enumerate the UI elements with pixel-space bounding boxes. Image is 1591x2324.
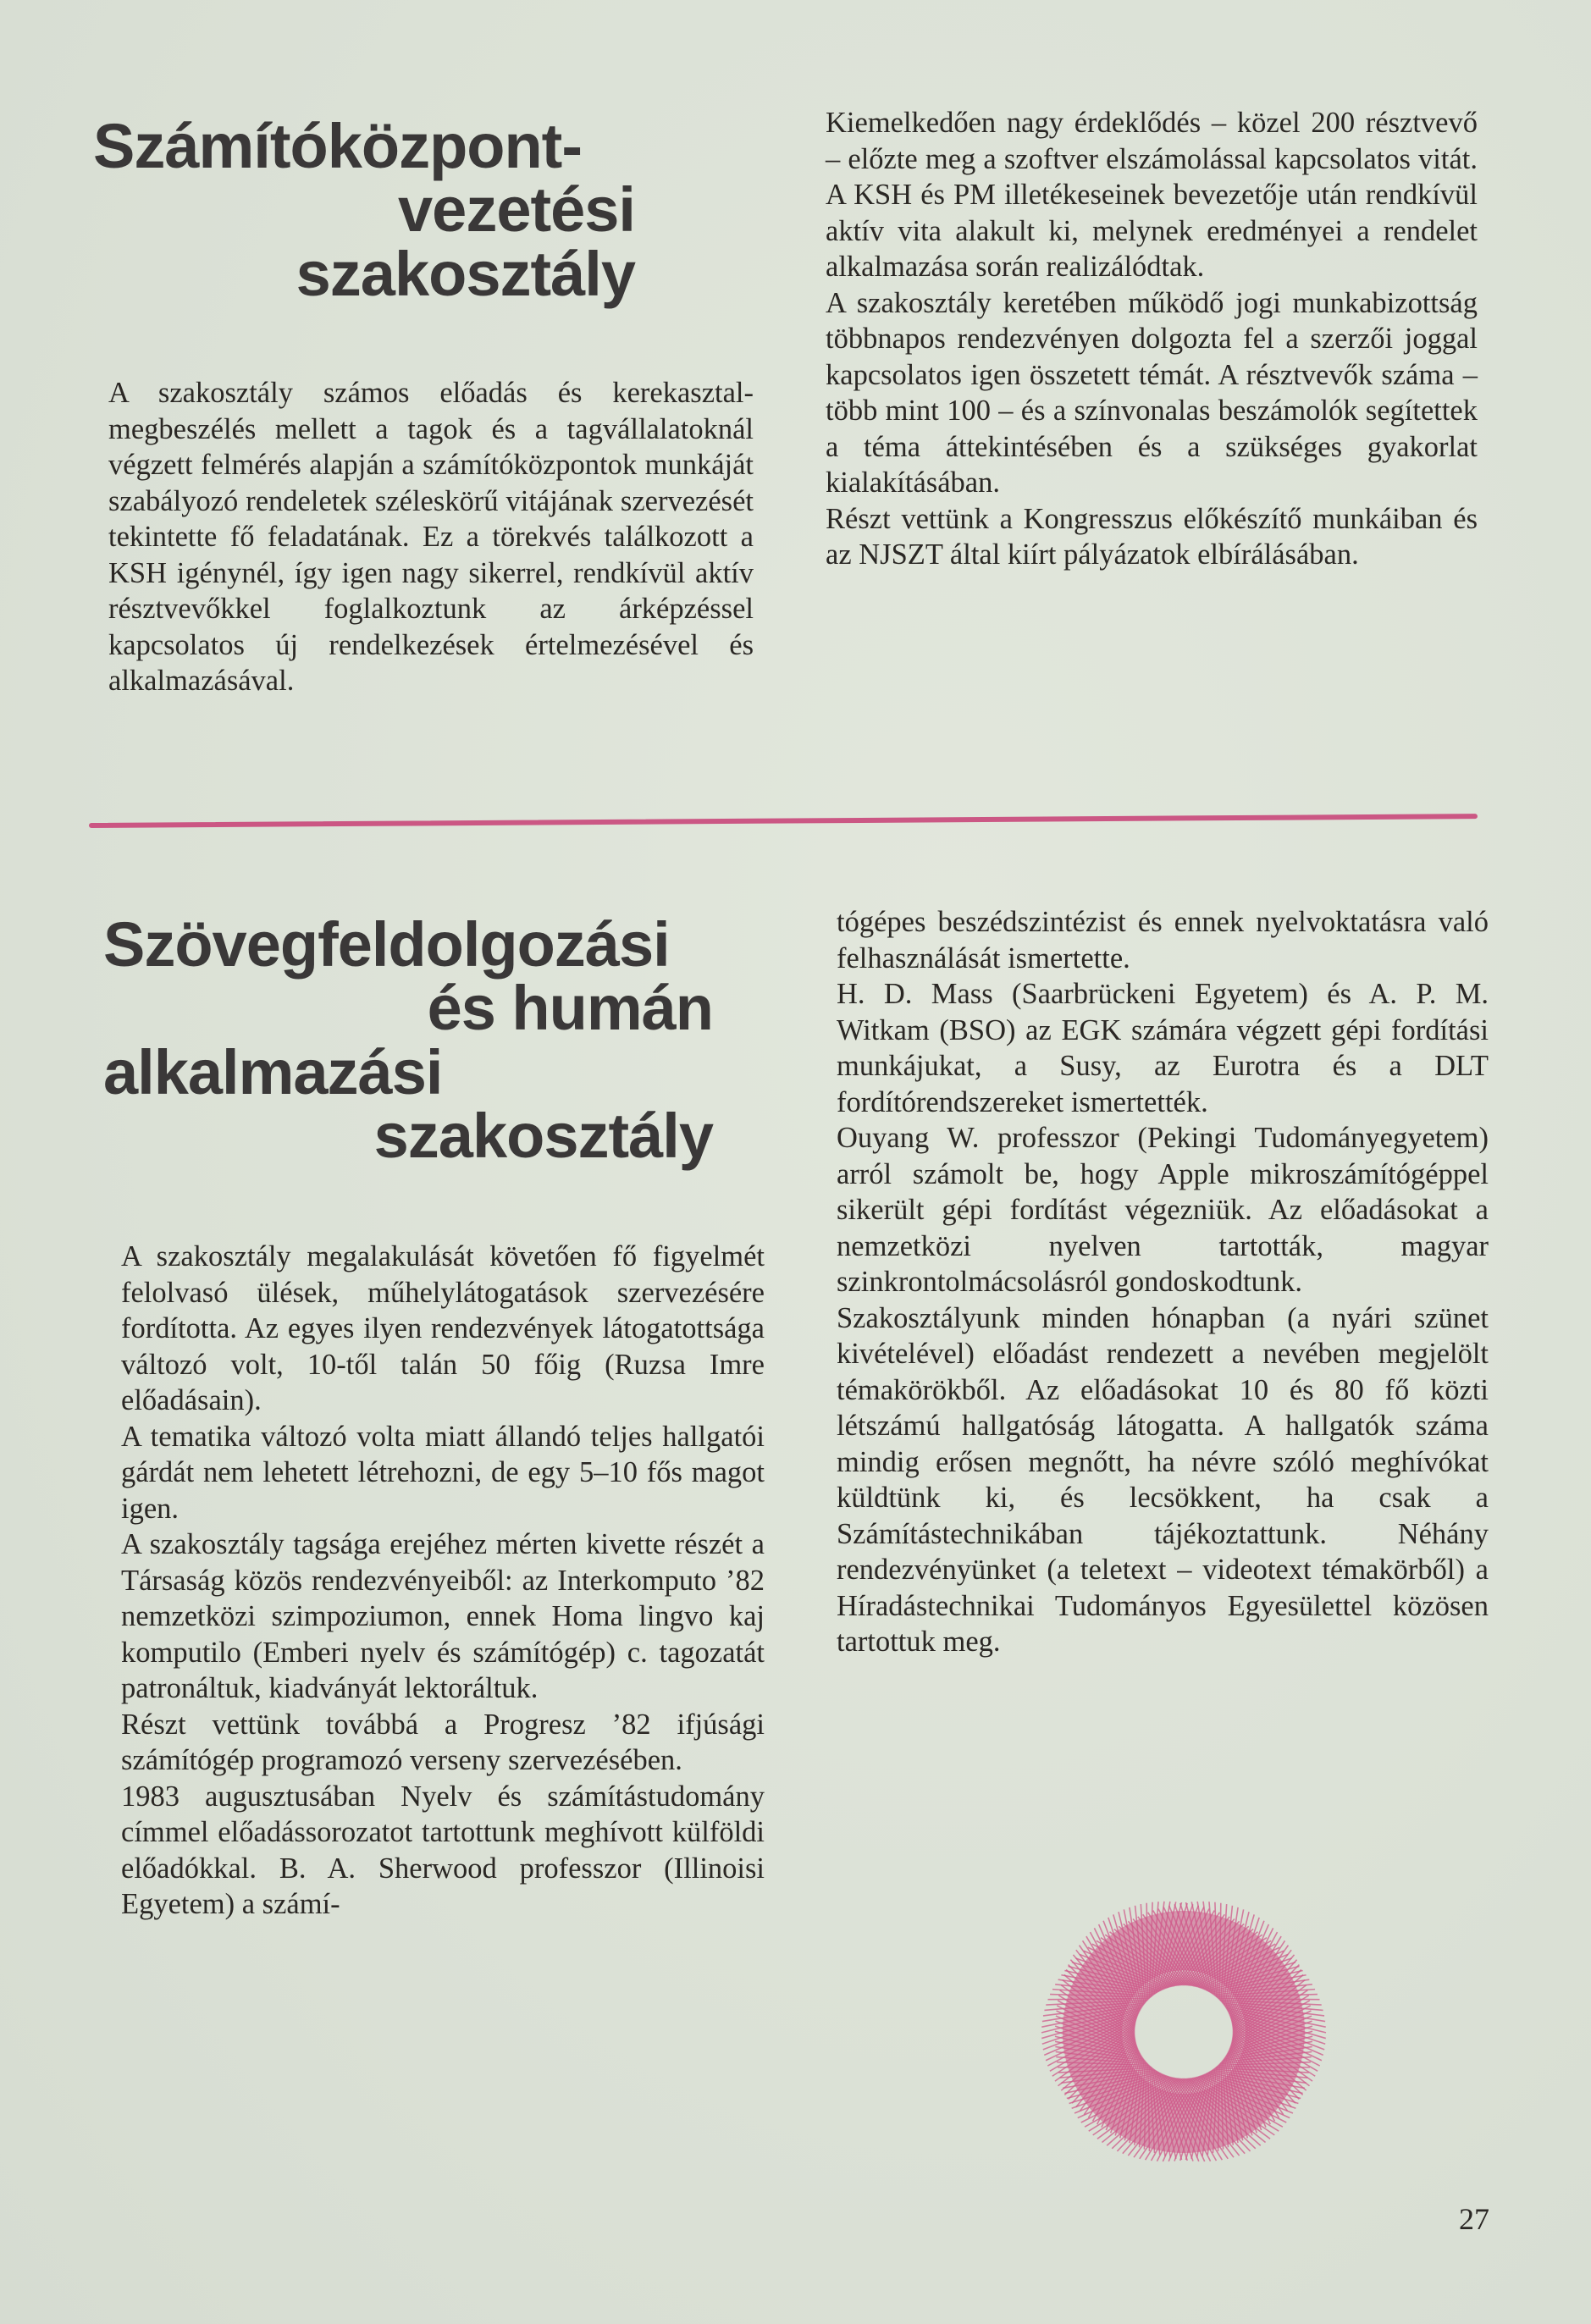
paragraph: H. D. Mass (Saarbrückeni Egyetem) és A. P. M. Witkam (BSO) az EGK számára végzett gépi fordítási munkájukat, a Susy, az Eurotra és a DLT fordítórendszereket ismertették. xyxy=(837,978,1489,1118)
section1-left-column xyxy=(108,375,754,699)
paragraph: A szakosztály keretében működő jogi munkabizottság többnapos rendezvényen dolgozta fel a szerzői joggal kapcsolatos igen összetett témát. A résztvevők száma – több mint 100 – és a színvonalas beszámolók segítettek a téma áttekintésében és a szükséges gyakorlat kialakításában. xyxy=(826,286,1478,499)
section-divider xyxy=(89,814,1478,828)
paragraph: Részt vettünk továbbá a Progresz ’82 ifjúsági számítógép programozó verseny szervezésében. xyxy=(121,1708,765,1776)
spirograph-core xyxy=(1092,1940,1275,2123)
section2-left-column xyxy=(121,1239,765,1923)
spirograph-ring-icon xyxy=(1040,1886,1328,2174)
section2-title xyxy=(103,909,713,1172)
section2-right-column xyxy=(837,904,1489,1660)
paragraph: Ouyang W. professzor (Pekingi Tudományegyetem) arról számolt be, hogy Apple mikroszámítógéppel sikerült gépi fordítást végezniük. Az előadásokat a nemzetközi nyelven tartották, magyar szinkrontolmácsolásról gondoskodtunk. xyxy=(837,1122,1489,1298)
paragraph: A szakosztály tagsága erejéhez mérten kivette részét a Társaság közös rendezvényeiből: az Interkomputo ’82 nemzetközi szimpoziumon, ennek Homa lingvo kaj komputilo (Emberi nyelv és számítógép) c. tagozatát patronáltuk, kiadványát lektoráltuk. xyxy=(121,1528,765,1704)
section1-right-column xyxy=(826,105,1478,573)
section1-title-line: szakosztály xyxy=(296,238,635,309)
paragraph: tógépes beszédszintézist és ennek nyelvoktatásra való felhasználását ismertette. xyxy=(837,906,1489,974)
section1-title xyxy=(93,111,635,309)
section1-title-line: vezetési xyxy=(398,174,635,246)
paragraph: A tematika változó volta miatt állandó teljes hallgatói gárdát nem lehetett létrehozni, de egy 5–10 fős magot igen. xyxy=(121,1420,765,1525)
spirograph-strokes xyxy=(1041,1902,1326,2161)
paragraph: A szakosztály megalakulását követően fő figyelmét felolvasó ülések, műhelylátogatások szervezésére fordította. Az egyes ilyen rendezvények látogatottsága változó volt, 10-től talán 50 főig (Ruzsa Imre előadásain). xyxy=(121,1240,765,1416)
page-number: 27 xyxy=(1459,2202,1489,2236)
section2-title-line: szakosztály xyxy=(373,1101,713,1172)
section2-title-line: Szövegfeldolgozási xyxy=(103,909,670,980)
section2-title-line: alkalmazási xyxy=(103,1036,443,1107)
paragraph: Szakosztályunk minden hónapban (a nyári szünet kivételével) előadást rendezett a nevében megjelölt témakörökből. Az előadásokat 10 és 80 fő közti létszámú hallgatóság látogatta. A hallgatók száma mindig erősen megnőtt, ha névre szóló meghívókat küldtünk ki, és lecsökkent, ha csak a Számítástechnikában tájékoztattunk. Néhány rendezvényünket (a teletext – videotext témakörből) a Híradástechnikai Tudományos Egyesülettel közösen tartottuk meg. xyxy=(837,1301,1489,1658)
section1-title-line: Számítóközpont- xyxy=(93,111,582,181)
paragraph: Részt vettünk a Kongresszus előkészítő munkáiban és az NJSZT által kiírt pályázatok elbírálásában. xyxy=(826,502,1478,571)
section2-title-line: és humán xyxy=(427,973,713,1044)
paragraph: A szakosztály számos előadás és kerekasztal-megbeszélés mellett a tagok és a tagvállalatoknál végzett felmérés alapján a számítóközpontok munkáját szabályozó rendeletek széleskörű vitájának szervezését tekintette fő feladatának. Ez a törekvés találkozott a KSH igénynél, így igen nagy sikerrel, rendkívül aktív résztvevőkkel foglalkoztunk az árképzéssel kapcsolatos új rendelkezések értelmezésével és alkalmazásával. xyxy=(108,377,754,697)
paragraph: Kiemelkedően nagy érdeklődés – közel 200 résztvevő – előzte meg a szoftver elszámolással kapcsolatos vitát. A KSH és PM illetékeseinek bevezetője után rendkívül aktív vita alakult ki, melynek eredményei a rendelet alkalmazása során realizálódtak. xyxy=(826,107,1478,283)
paragraph: 1983 augusztusában Nyelv és számítástudomány címmel előadássorozatot tartottunk meghívott külföldi előadókkal. B. A. Sherwood professzor (Illinoisi Egyetem) a számí- xyxy=(121,1780,765,1920)
